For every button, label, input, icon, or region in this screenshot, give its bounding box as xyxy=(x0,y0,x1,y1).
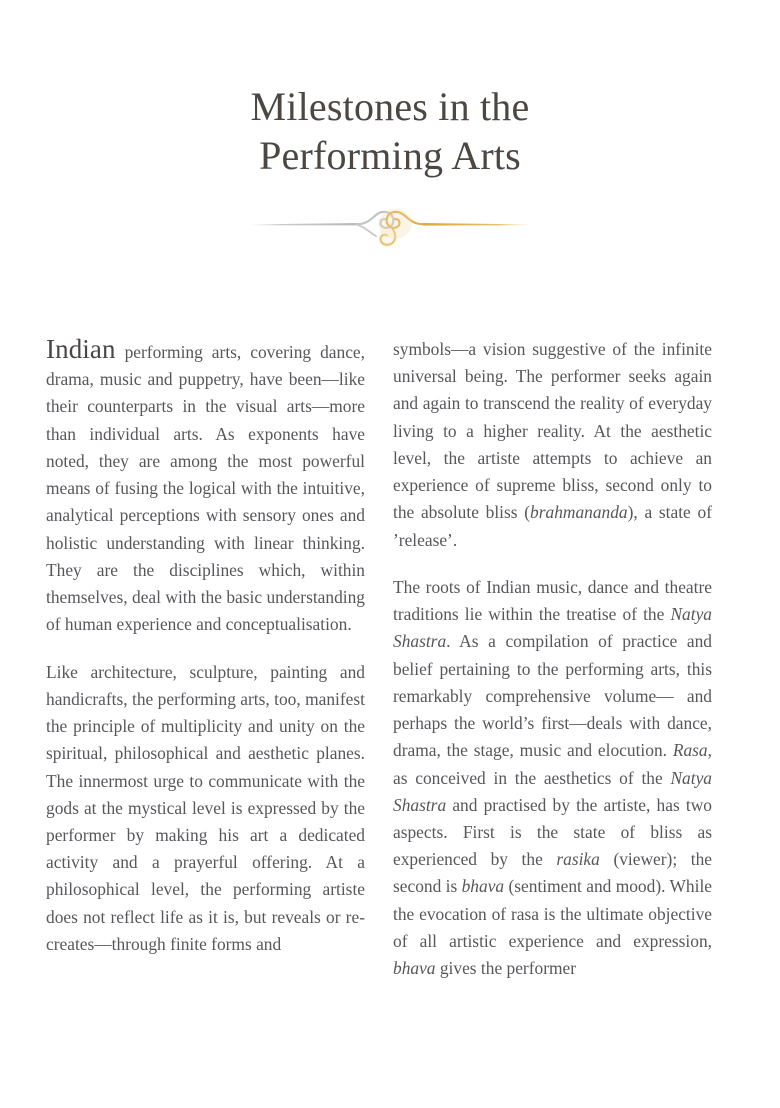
left-column xyxy=(46,336,365,982)
paragraph-4-seg-3: . As a compilation of practice and belief pertaining to the performing arts, this remarkably comprehensive volume— and perhaps the world’s first—deals with dance, drama, the stage, music and elocution. xyxy=(393,631,712,761)
two-column-body xyxy=(46,336,712,982)
page-title-line-1: Milestones in the xyxy=(250,84,530,129)
title-block xyxy=(0,0,780,180)
paragraph-4-seg-13: gives the performer xyxy=(435,958,577,979)
term-natya-shastra-2: Natya Shastra xyxy=(393,767,712,815)
paragraph-1 xyxy=(46,336,365,639)
paragraph-4-seg-7: and practised by the artiste, has two aspects. First is the state of bliss as experienced by the xyxy=(393,794,712,870)
paragraph-4-seg-5: , as conceived in the aesthetics of the xyxy=(393,740,712,788)
term-bhava-1: bhava xyxy=(461,876,505,897)
paragraph-4-seg-9: (viewer); the second is xyxy=(393,849,712,897)
paragraph-4 xyxy=(393,574,712,983)
paragraph-2-body: Like architecture, sculpture, painting and handicrafts, the performing arts, too, manifest the principle of multiplicity and unity on the spiritual, philosophical and aesthetic planes. The innermost urge to communicate with the gods at the mystical level is expressed by the performer by making his art a dedicated activity and a prayerful offering. At a philosophical level, the performing artiste does not reflect life as it is, but reveals or re-creates—through finite forms and xyxy=(46,661,365,954)
term-rasika: rasika xyxy=(556,849,600,870)
paragraph-3-seg-1: symbols—a vision suggestive of the infinite universal being. The performer seeks again and again to transcend the reality of everyday living to a higher reality. At the aesthetic level, the artiste attempts to achieve an experience of supreme bliss, second only to the absolute bliss ( xyxy=(393,339,712,523)
page-title xyxy=(150,82,630,180)
paragraph-4-seg-11: (sentiment and mood). While the evocation of rasa is the ultimate objective of all artistic experience and expression, xyxy=(393,876,712,951)
lead-word-indian: Indian xyxy=(46,334,116,364)
paragraph-3-seg-3: ), a state of ’release’. xyxy=(393,502,712,550)
paragraph-2 xyxy=(46,659,365,959)
term-bhava-2: bhava xyxy=(393,958,436,979)
page-title-line-2: Performing Arts xyxy=(259,133,521,179)
term-natya-shastra-1: Natya Shastra xyxy=(393,604,712,652)
term-brahmananda: brahmananda xyxy=(530,502,628,523)
floral-flourish-divider-icon xyxy=(245,198,535,254)
paragraph-4-seg-1: The roots of Indian music, dance and theatre traditions lie within the treatise of the xyxy=(393,576,712,625)
right-column xyxy=(393,336,712,982)
term-rasa: Rasa xyxy=(672,740,708,761)
paragraph-3 xyxy=(393,336,712,554)
paragraph-1-body: performing arts, covering dance, drama, music and puppetry, have been—like their counterparts in the visual arts—more than individual arts. As exponents have noted, they are among the most powerful means of fusing the logical with the intuitive, analytical perceptions with sensory ones and holistic understanding with linear thinking. They are the disciplines which, within themselves, deal with the basic understanding of human experience and conceptualisation. xyxy=(46,342,365,635)
ornament-divider xyxy=(0,194,780,258)
